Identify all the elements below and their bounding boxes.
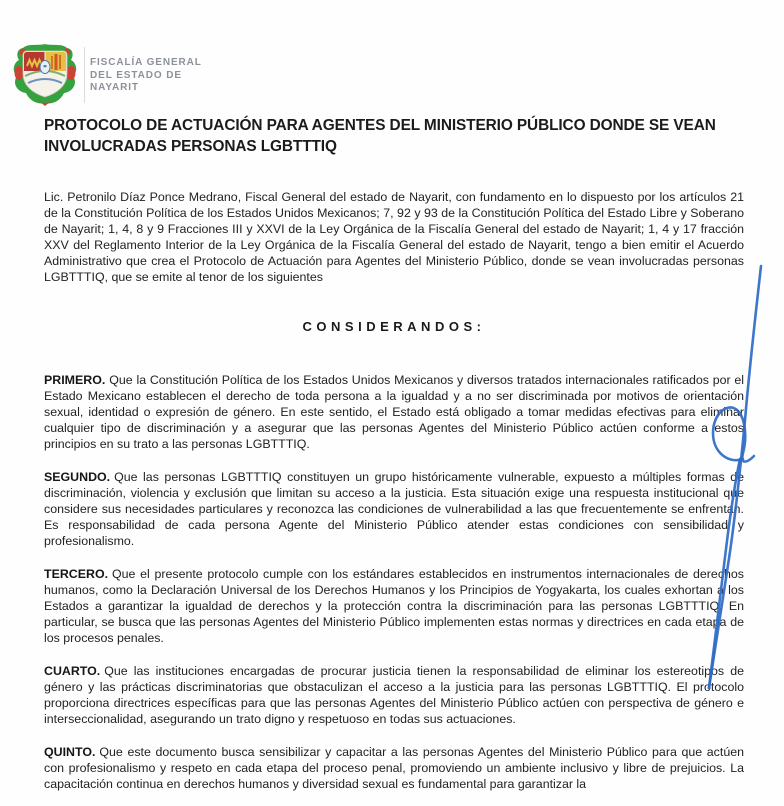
considerando-primero-label: PRIMERO. (44, 373, 106, 387)
org-name-line-1: FISCALÍA GENERAL (90, 57, 202, 68)
considerando-segundo (44, 469, 744, 549)
org-name-line-3: NAYARIT (90, 82, 139, 93)
considerandos-heading: CONSIDERANDOS: (302, 319, 486, 334)
considerando-segundo-label: SEGUNDO. (44, 470, 111, 484)
considerando-cuarto (44, 663, 744, 727)
document-body (44, 115, 744, 792)
considerando-quinto (44, 744, 744, 792)
considerando-cuarto-text: Que las instituciones encargadas de procurar justicia tienen la responsabilidad de eliminar los estereotipos de género y las prácticas discriminatorias que obstaculizan el acceso a la justicia para las personas LGBTTTIQ. El protocolo proporciona directrices específicas para que las personas Agentes del Ministerio Público actúen con perspectiva de género e interseccionalidad, asegurando un trato digno y respetuoso en todas sus actuaciones. (44, 664, 744, 726)
considerando-cuarto-label: CUARTO. (44, 664, 101, 678)
header-divider (84, 47, 85, 103)
considerando-primero-text: Que la Constitución Política de los Estados Unidos Mexicanos y diversos tratados internacionales ratificados por el Estado Mexicano establecen el derecho de toda persona a la igualdad y a no ser discriminada por motivos de orientación sexual, identidad o expresión de género. En este sentido, el Estado está obligado a tomar medidas efectivas para eliminar cualquier tipo de discriminación y a asegurar que las personas Agentes del Ministerio Público actúen conforme a estos principios en su trato a las personas LGBTTTIQ. (44, 373, 744, 451)
considerando-quinto-text: Que este documento busca sensibilizar y capacitar a las personas Agentes del Ministerio Público para que actúen con profesionalismo y respeto en cada etapa del proceso penal, promoviendo un ambiente inclusivo y libre de prejuicios. La capacitación continua en derechos humanos y diversidad sexual es fundamental para garantizar la (44, 745, 744, 791)
considerando-primero (44, 372, 744, 452)
document-title: PROTOCOLO DE ACTUACIÓN PARA AGENTES DEL MINISTERIO PÚBLICO DONDE SE VEAN INVOLUCRADAS PERSONAS LGBTTTIQ (44, 117, 716, 155)
considerando-segundo-text: Que las personas LGBTTTIQ constituyen un grupo históricamente vulnerable, expuesto a múltiples formas de discriminación, violencia y exclusión que limitan su acceso a la justicia. Esta situación exige una respuesta institucional que considere sus necesidades particulares y reconozca las condiciones de vulnerabilidad a las que frecuentemente se enfrentan. Es responsabilidad de cada persona Agente del Ministerio Público atender estas condiciones con sensibilidad y profesionalismo. (44, 470, 744, 548)
org-name (90, 57, 202, 95)
nayarit-coat-of-arms-logo (12, 42, 78, 108)
considerando-tercero-label: TERCERO. (44, 567, 109, 581)
considerando-tercero-text: Que el presente protocolo cumple con los estándares establecidos en instrumentos internacionales de derechos humanos, como la Declaración Universal de los Derechos Humanos y los Principios de Yogyakarta, los cuales exhortan a los Estados a garantizar la igualdad de derechos y la protección contra la discriminación para las personas LGBTTTIQ. En particular, se busca que las personas Agentes del Ministerio Público implementen estas normas y directrices en cada etapa de los procesos penales. (44, 567, 744, 645)
org-name-line-2: DEL ESTADO DE (90, 69, 182, 81)
considerando-quinto-label: QUINTO. (44, 745, 96, 759)
intro-paragraph: Lic. Petronilo Díaz Ponce Medrano, Fiscal General del estado de Nayarit, con fundamento en lo dispuesto por los artículos 21 de la Constitución Política de los Estados Unidos Mexicanos; 7, 92 y 93 de la Constitución Política del Estado Libre y Soberano de Nayarit; 1, 4, 8 y 9 Fracciones III y XXVI de la Ley Orgánica de la Fiscalía General del estado de Nayarit; 1, 4 y 17 fracción XXV del Reglamento Interior de la Ley Orgánica de la Fiscalía General del estado de Nayarit, tengo a bien emitir el Acuerdo Administrativo que crea el Protocolo de Actuación para Agentes del Ministerio Público, donde se vean involucradas personas LGBTTTIQ, que se emite al tenor de los siguientes (44, 190, 744, 284)
considerando-tercero (44, 566, 744, 646)
